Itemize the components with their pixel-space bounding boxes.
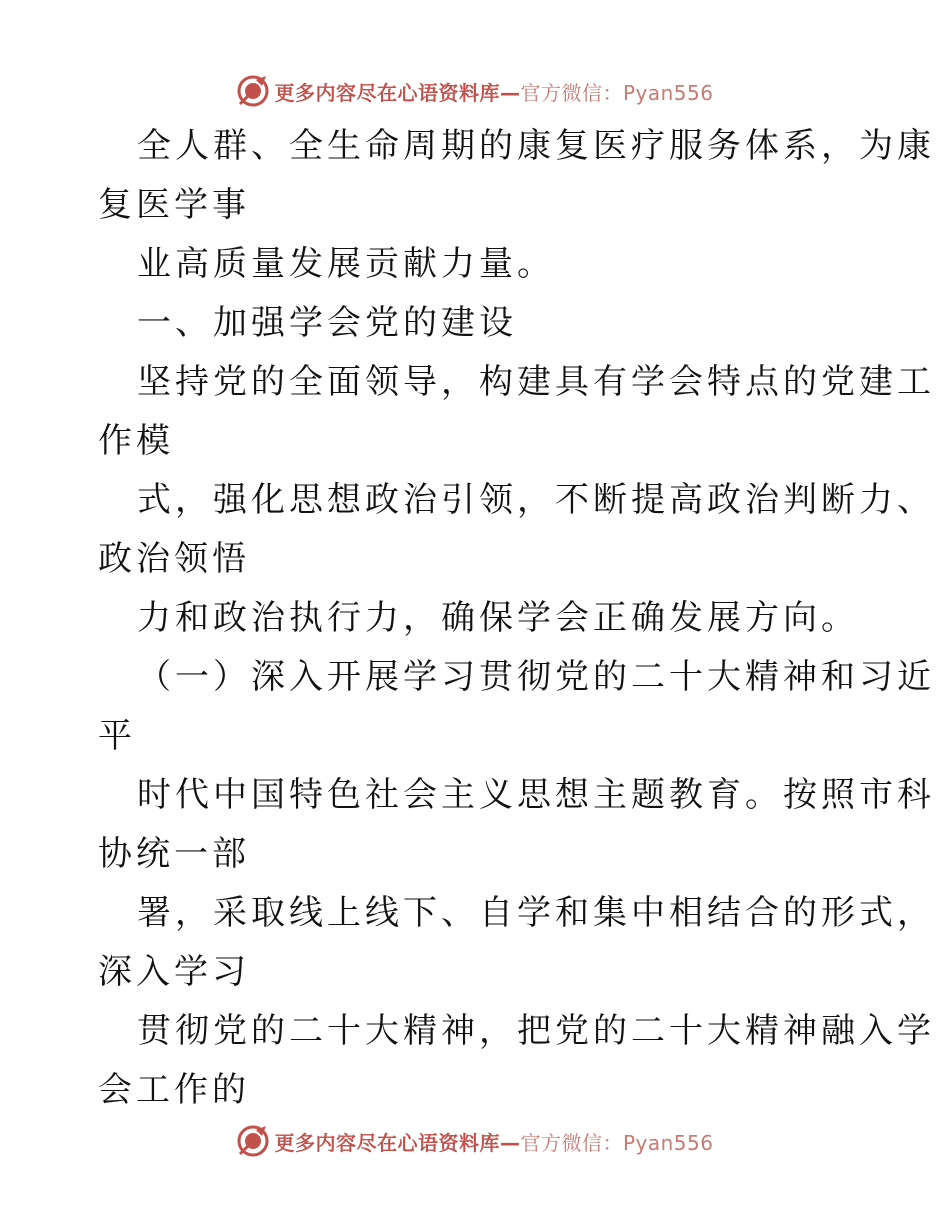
body-line: 复医学事 xyxy=(98,185,250,225)
body-line: 作模 xyxy=(98,421,174,461)
body-line: 时代中国特色社会主义思想主题教育。按照市科 xyxy=(137,775,935,815)
body-line: 协统一部 xyxy=(98,834,250,874)
body-line: 坚持党的全面领导，构建具有学会特点的党建工 xyxy=(137,362,935,402)
body-line: 深入学习 xyxy=(98,952,250,992)
section-heading: 一、加强学会党的建设 xyxy=(137,303,517,343)
watermark-main-text: 更多内容尽在心语资料库— xyxy=(274,1130,521,1155)
watermark-banner-bottom xyxy=(0,1121,950,1161)
subsection-heading: （一）深入开展学习贯彻党的二十大精神和习近 xyxy=(137,657,935,697)
body-line: 式，强化思想政治引领，不断提高政治判断力、 xyxy=(137,480,935,520)
body-line: 政治领悟 xyxy=(98,539,250,579)
watermark-sub-text: 官方微信：Pyan556 xyxy=(520,80,714,105)
body-line: 业高质量发展贡献力量。 xyxy=(137,244,555,284)
body-line: 署，采取线上线下、自学和集中相结合的形式， xyxy=(137,893,935,933)
body-line: 平 xyxy=(98,716,136,756)
body-line: 全人群、全生命周期的康复医疗服务体系，为康 xyxy=(137,126,935,166)
body-line: 贯彻党的二十大精神，把党的二十大精神融入学 xyxy=(137,1011,935,1051)
watermark-main-text: 更多内容尽在心语资料库— xyxy=(274,80,521,105)
body-line: 力和政治执行力，确保学会正确发展方向。 xyxy=(137,598,859,638)
watermark-text xyxy=(274,1127,713,1156)
quill-logo-icon xyxy=(236,1124,270,1158)
watermark-sub-text: 官方微信：Pyan556 xyxy=(520,1130,714,1155)
body-line: 会工作的 xyxy=(98,1070,250,1110)
